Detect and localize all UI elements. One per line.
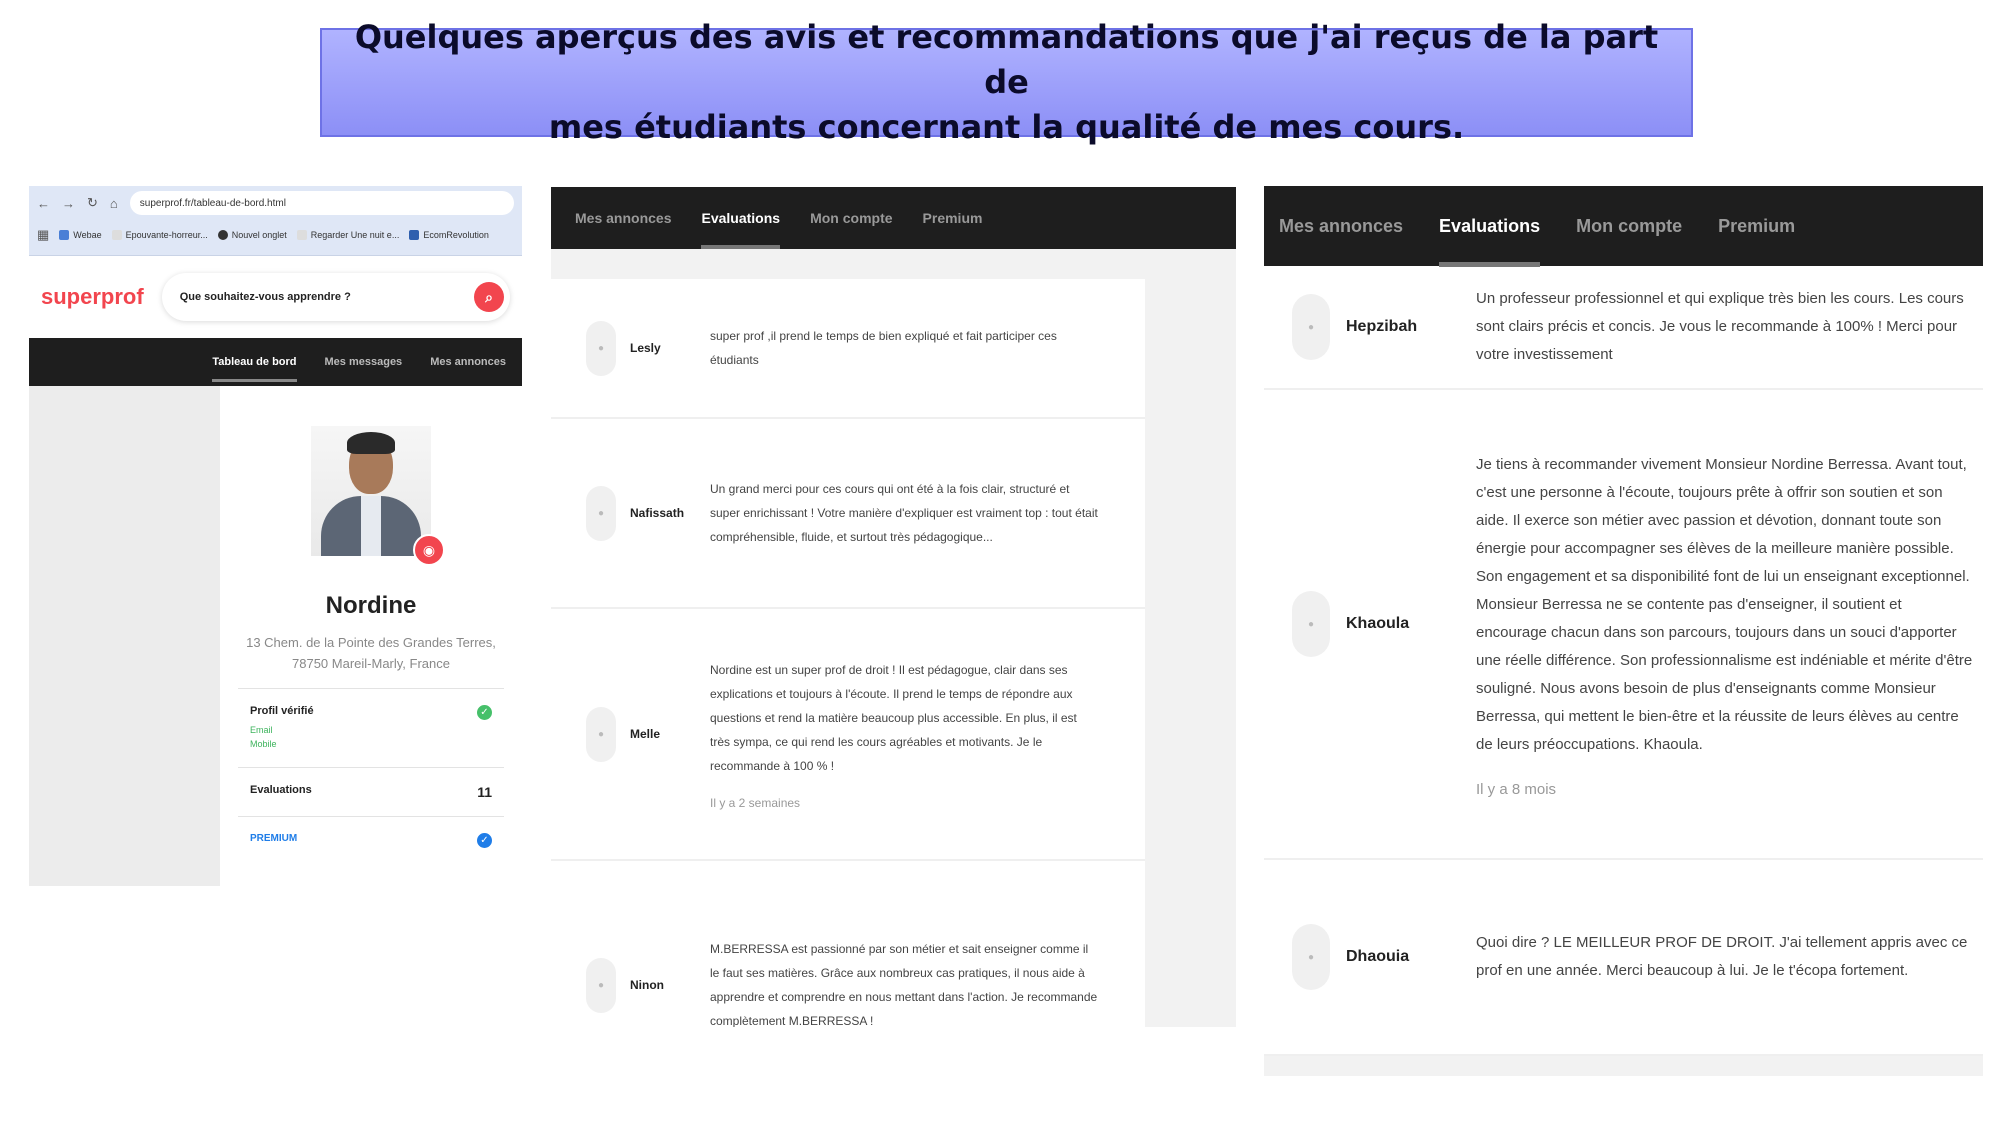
nav-mes-annonces[interactable]: Mes annonces [430,356,506,368]
tab-mes-annonces[interactable]: Mes annonces [575,210,672,226]
review-date: Il y a 8 mois [1476,780,1557,798]
tab-bar [1264,186,1983,266]
apps-grid-icon[interactable]: ▦ [37,227,50,242]
banner-title [342,15,1671,150]
superprof-logo[interactable]: superprof [41,284,144,309]
evaluations-screenshot-1 [551,187,1236,1027]
reviewer-name: Ninon [630,978,664,992]
bookmark-item[interactable]: EcomRevolution [409,230,489,240]
user-avatar-icon: ● [1292,591,1330,657]
search-icon[interactable]: ⌕ [474,282,504,312]
verified-email: Email [250,725,273,735]
user-avatar-icon: ● [1292,294,1330,360]
tab-mes-annonces[interactable]: Mes annonces [1279,215,1404,236]
reviewer-name: Melle [630,727,661,741]
chrome-icon [218,230,228,240]
profile-card [220,386,522,886]
banner-line-1: Quelques aperçus des avis et recommandations que j'ai reçus de la part de [354,18,1659,101]
reviewer-name: Lesly [630,341,661,355]
dashboard-sidebar [29,386,220,886]
review-text: Un grand merci pour ces cours qui ont été à la fois clair, structuré et super enrichissant ! Votre manière d'expliquer est vraiment top : tout était compréhensible, fluide, et surtout très pédagogique... [710,482,1098,544]
banner-line-2: mes étudiants concernant la qualité de mes cours. [548,108,1465,146]
tab-evaluations[interactable]: Evaluations [701,210,781,226]
profile-address: 13 Chem. de la Pointe des Grandes Terres, 78750 Mareil-Marly, France [246,635,496,671]
bookmark-item[interactable]: Webae [59,230,101,240]
premium-row[interactable] [238,817,504,864]
review-text: M.BERRESSA est passionné par son métier et sait enseigner comme il le faut ses matières. Grâce aux nombreux cas pratiques, il nous aide à apprendre et comprendre en nous mettant dans l'action. Je recommande complètement M.BERRESSA ! [710,942,1098,1027]
list-item [551,861,1145,1027]
review-text: super prof ,il prend le temps de bien expliqué et fait participer ces étudiants [710,329,1057,367]
verified-mobile: Mobile [250,739,277,749]
list-item [551,419,1145,609]
tab-premium[interactable]: Premium [1718,215,1796,236]
bookmark-icon [59,230,69,240]
reviewer-name: Nafissath [630,506,685,520]
tab-mon-compte[interactable]: Mon compte [810,210,893,226]
tab-bar [551,187,1236,249]
tab-premium[interactable]: Premium [922,210,983,226]
tab-evaluations[interactable]: Evaluations [1439,215,1541,236]
folder-icon [112,230,122,240]
site-header [29,256,522,338]
evaluations-label: Evaluations [250,784,312,796]
evaluations-screenshot-2 [1264,186,1983,1076]
evaluations-count: 11 [477,784,492,800]
search-input[interactable] [162,273,510,321]
premium-label: PREMIUM [250,833,298,844]
camera-icon[interactable]: ◉ [413,534,445,566]
review-text: Un professeur professionnel et qui explique très bien les cours. Les cours sont clairs précis et concis. Je vous le recommande à 100% ! Merci pour votre investissement [1476,290,1964,363]
user-avatar-icon: ● [1292,924,1330,990]
bookmark-item[interactable]: Regarder Une nuit e... [297,230,400,240]
list-item [551,279,1145,419]
list-item [1264,266,1983,390]
verified-row [238,689,504,768]
user-avatar-icon: ● [586,486,616,541]
evaluations-row[interactable] [238,768,504,817]
nav-mes-messages[interactable]: Mes messages [324,356,403,368]
browser-chrome [29,186,522,256]
user-avatar-icon: ● [586,958,616,1013]
bookmark-item[interactable]: Nouvel onglet [218,230,287,240]
avatar [311,426,431,556]
url-text: superprof.fr/tableau-de-bord.html [139,197,286,209]
forward-icon[interactable]: → [62,195,75,211]
profile-name: Nordine [325,592,417,619]
verified-label: Profil vérifié [250,705,314,717]
dashboard-nav [29,338,522,386]
verified-badge-icon: ✓ [477,833,492,848]
home-icon[interactable]: ⌂ [109,195,118,211]
search-placeholder: Que souhaitez-vous apprendre ? [179,291,351,303]
review-list [551,249,1145,1027]
address-bar[interactable] [130,191,514,215]
list-item [1264,390,1983,860]
reviewer-name: Khaoula [1346,615,1410,632]
user-avatar-icon: ● [586,321,616,376]
ecom-icon [409,230,419,240]
review-list [1264,266,1983,1056]
title-banner [320,18,1693,146]
review-date: Il y a 2 semaines [710,796,801,810]
list-item [551,609,1145,861]
back-icon[interactable]: ← [37,195,50,211]
bookmarks-bar [29,220,522,250]
bookmark-item[interactable]: Epouvante-horreur... [112,230,208,240]
reviewer-name: Dhaouia [1346,948,1410,965]
folder-icon [297,230,307,240]
nav-tableau-de-bord[interactable]: Tableau de bord [212,342,296,382]
reviewer-name: Hepzibah [1346,318,1418,335]
review-text: Nordine est un super prof de droit ! Il est pédagogue, clair dans ses explications et toujours à l'écoute. Il prend le temps de répondre aux questions et rend la matière beaucoup plus accessible. En plus, il est très sympa, ce qui rend les cours agréables et motivants. Je le recommande à 100 % ! [710,663,1077,773]
review-text: Je tiens à recommander vivement Monsieur Nordine Berressa. Avant tout, c'est une personne à l'écoute, toujours prête à offrir son soutien et son aide. Il exerce son métier avec passion et dévotion, donnant toute son énergie pour accompagner ses élèves de la meilleure manière possible. Son engagement et sa disponibilité font de lui un enseignant exceptionnel. Monsieur Berressa ne se contente pas d'enseigner, il soutient et encourage chacun dans son parcours, toujours dans un souci d'apporter une réelle différence. Son professionnalisme est indéniable et mérite d'être souligné. Nous avons besoin de plus d'enseignants comme Monsieur Berressa, qui mettent le bien-être et la réussite de leurs élèves au centre de leurs préoccupations. Khaoula. [1476,455,1973,753]
dashboard-screenshot [29,186,522,888]
reload-icon[interactable]: ↻ [87,195,98,210]
tab-mon-compte[interactable]: Mon compte [1576,215,1683,236]
user-avatar-icon: ● [586,707,616,762]
review-text: Quoi dire ? LE MEILLEUR PROF DE DROIT. J'ai tellement appris avec ce prof en une année. Merci beaucoup à lui. Je le t'écopa fortement. [1476,934,1968,979]
list-item [1264,860,1983,1056]
check-icon: ✓ [477,705,492,720]
